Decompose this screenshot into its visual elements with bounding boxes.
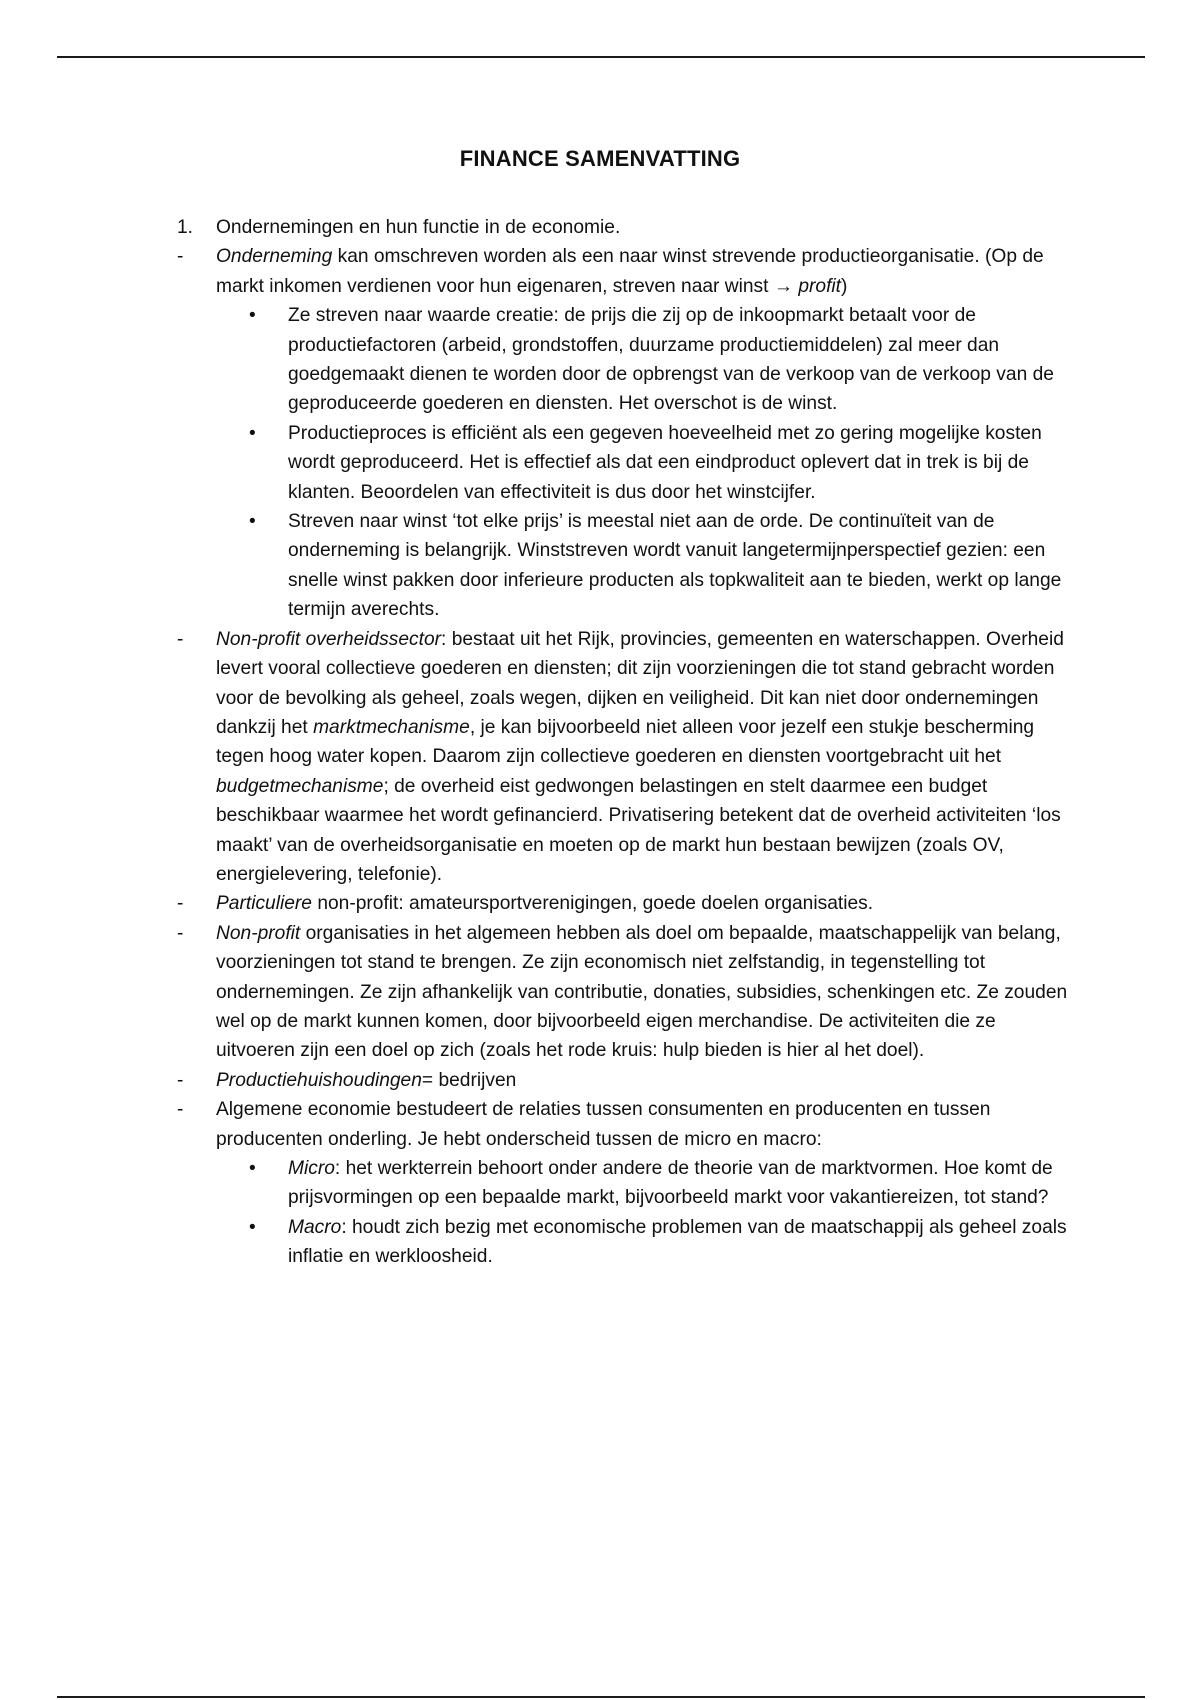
term: profit xyxy=(798,275,842,297)
footer-rule xyxy=(57,1696,1145,1698)
list-item: - Onderneming kan omschreven worden als een naar winst strevende productieorganisatie. (Op de markt inkomen verdienen voor hun eigenaren, streven naar winst → profit) xyxy=(177,242,1077,301)
header-rule xyxy=(57,56,1145,58)
bullet-marker: • xyxy=(249,305,256,327)
list-item: - Non-profit organisaties in het algemeen hebben als doel om bepaalde, maatschappelijk van belang, voorzieningen tot stand te brengen. Ze zijn economisch niet zelfstandig, in tegenstelling tot ondernemingen. Ze zijn afhankelijk van contributie, donaties, subsidies, schenkingen etc. Ze zouden wel op de markt kunnen komen, door bijvoorbeeld eigen merchandise. De activiteiten die ze uitvoeren zijn een doel op zich (zoals het rode kruis: hulp bieden is hier al het doel). xyxy=(177,919,1077,1066)
bullet-item: • Micro: het werkterrein behoort onder andere de theorie van de marktvormen. Hoe komt de prijsvormingen op een bepaalde markt, bijvoorbeeld markt voor vakantiereizen, tot stand? xyxy=(177,1154,1077,1213)
bullet-marker: • xyxy=(249,1216,256,1238)
bullet-marker: • xyxy=(249,422,256,444)
list-item: - Productiehuishoudingen= bedrijven xyxy=(177,1066,1077,1095)
dash-marker: - xyxy=(177,922,184,944)
section-heading xyxy=(177,213,1077,242)
term: marktmechanisme xyxy=(313,716,470,738)
bullet-marker: • xyxy=(249,511,256,533)
dash-marker: - xyxy=(177,246,184,268)
term: Micro xyxy=(288,1158,335,1179)
section-number: 1. xyxy=(177,217,194,238)
bullet-marker: • xyxy=(249,1158,256,1179)
dash-marker: - xyxy=(177,1099,184,1121)
term: Non-profit xyxy=(216,922,301,944)
bullet-item: • Macro: houdt zich bezig met economische problemen van de maatschappij als geheel zoals inflatie en werkloosheid. xyxy=(177,1213,1077,1272)
dash-marker: - xyxy=(177,628,184,650)
arrow-icon: → xyxy=(773,275,793,297)
term: Non-profit overheidssector xyxy=(216,628,442,650)
list-item: - Algemene economie bestudeert de relaties tussen consumenten en producenten en tussen producenten onderling. Je hebt onderscheid tussen de micro en macro: xyxy=(177,1095,1077,1154)
dash-marker: - xyxy=(177,893,184,915)
term: Productiehuishoudingen xyxy=(216,1069,422,1091)
bullet-item: • Ze streven naar waarde creatie: de prijs die zij op de inkoopmarkt betaalt voor de productiefactoren (arbeid, grondstoffen, duurzame productiemiddelen) zal meer dan goedgemaakt dienen te worden door de opbrengst van de verkoop van de verkoop van de geproduceerde goederen en diensten. Het overschot is de winst. xyxy=(177,301,1077,419)
section-heading-text: Ondernemingen en hun functie in de economie. xyxy=(216,217,621,238)
list-item: - Particuliere non-profit: amateursportverenigingen, goede doelen organisaties. xyxy=(177,889,1077,918)
dash-marker: - xyxy=(177,1069,184,1091)
document-body xyxy=(177,213,1077,1272)
term: budgetmechanisme xyxy=(216,775,384,797)
bullet-item: • Streven naar winst ‘tot elke prijs’ is meestal niet aan de orde. De continuïteit van de onderneming is belangrijk. Winststreven wordt vanuit langetermijnperspectief gezien: een snelle winst pakken door inferieure producten als topkwaliteit aan te bieden, werkt op lange termijn averechts. xyxy=(177,507,1077,625)
bullet-item: • Productieproces is efficiënt als een gegeven hoeveelheid met zo gering mogelijke kosten wordt geproduceerd. Het is effectief als dat een eindproduct oplevert dat in trek is bij de klanten. Beoordelen van effectiviteit is dus door het winstcijfer. xyxy=(177,419,1077,507)
term: Macro xyxy=(288,1216,342,1238)
term: Onderneming xyxy=(216,246,333,268)
list-item: - Non-profit overheidssector: bestaat uit het Rijk, provincies, gemeenten en waterschappen. Overheid levert vooral collectieve goederen en diensten; dit zijn voorzieningen die tot stand gebracht worden voor de bevolking als geheel, zoals wegen, dijken en veiligheid. Dit kan niet door ondernemingen dankzij het marktmechanisme, je kan bijvoorbeeld niet alleen voor jezelf een stukje bescherming tegen hoog water kopen. Daarom zijn collectieve goederen en diensten voortgebracht uit het budgetmechanisme; de overheid eist gedwongen belastingen en stelt daarmee een budget beschikbaar waarmee het wordt gefinancierd. Privatisering betekent dat de overheid activiteiten ‘los maakt’ van de overheidsorganisatie en moeten op de markt hun bestaan bewijzen (zoals OV, energielevering, telefonie). xyxy=(177,625,1077,890)
document-title: FINANCE SAMENVATTING xyxy=(459,146,741,171)
term: Particuliere xyxy=(216,893,312,915)
